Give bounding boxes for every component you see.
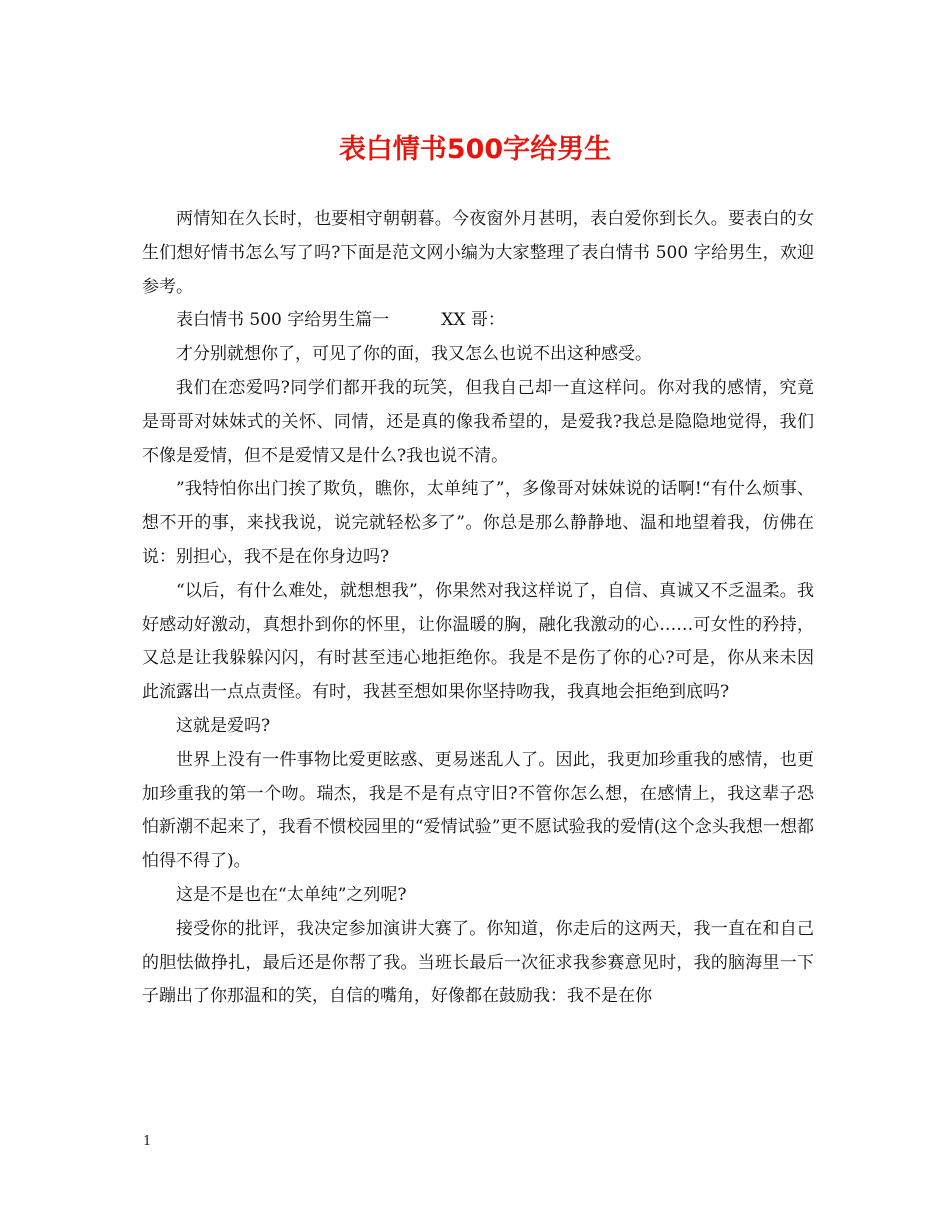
addressee: XX 哥： — [441, 310, 505, 331]
paragraph: “以后，有什么难处，就想想我”，你果然对我这样说了，自信、真诚又不乏温柔。我好感动好激动，真想扑到你的怀里，让你温暖的胸，融化我激动的心……可女性的矜持，又总是让我躲躲闪闪，有时甚至违心地拒绝你。我是不是伤了你的心?可是，你从来未因此流露出一点点责怪。有时，我甚至想如果你坚持吻我，我真地会拒绝到底吗? — [142, 580, 814, 703]
page-number: 1 — [143, 1134, 152, 1149]
section-heading-line — [142, 304, 814, 338]
paragraph: 世界上没有一件事物比爱更眩惑、更易迷乱人了。因此，我更加珍重我的感情，也更加珍重我的第一个吻。瑞杰，我是不是有点守旧?不管你怎么想，在感情上，我这辈子恐怕新潮不起来了，我看不惯校园里的“爱情试验”更不愿试验我的爱情(这个念头我想一想都怕得不得了)。 — [142, 749, 814, 872]
paragraph: 这就是爱吗? — [176, 715, 271, 736]
section-heading: 表白情书 500 字给男生篇一 — [176, 310, 390, 331]
paragraph-intro: 两情知在久长时，也要相守朝朝暮。今夜窗外月甚明，表白爱你到长久。要表白的女生们想好情书怎么写了吗?下面是范文网小编为大家整理了表白情书 500 字给男生，欢迎参考。 — [142, 209, 814, 297]
document-title: 表白情书500字给男生 — [338, 134, 612, 165]
paragraph: 这是不是也在“太单纯”之列呢? — [176, 884, 407, 905]
paragraph: ”我特怕你出门挨了欺负，瞧你，太单纯了”，多像哥对妹妹说的话啊!“有什么烦事、想不开的事，来找我说，说完就轻松多了”。你总是那么静静地、温和地望着我，仿佛在说：别担心，我不是在你身边吗? — [142, 479, 814, 567]
paragraph: 才分别就想你了，可见了你的面，我又怎么也说不出这种感受。 — [176, 344, 652, 365]
paragraph: 接受你的批评，我决定参加演讲大赛了。你知道，你走后的这两天，我一直在和自己的胆怯做挣扎，最后还是你帮了我。当班长最后一次征求我参赛意见时，我的脑海里一下子蹦出了你那温和的笑，自信的嘴角，好像都在鼓励我：我不是在你 — [142, 918, 814, 1007]
document-body — [142, 203, 814, 1014]
paragraph: 我们在恋爱吗?同学们都开我的玩笑，但我自己却一直这样问。你对我的感情，究竟是哥哥对妹妹式的关怀、同情，还是真的像我希望的，是爱我?我总是隐隐地觉得，我们不像是爱情，但不是爱情又是什么?我也说不清。 — [142, 377, 814, 466]
